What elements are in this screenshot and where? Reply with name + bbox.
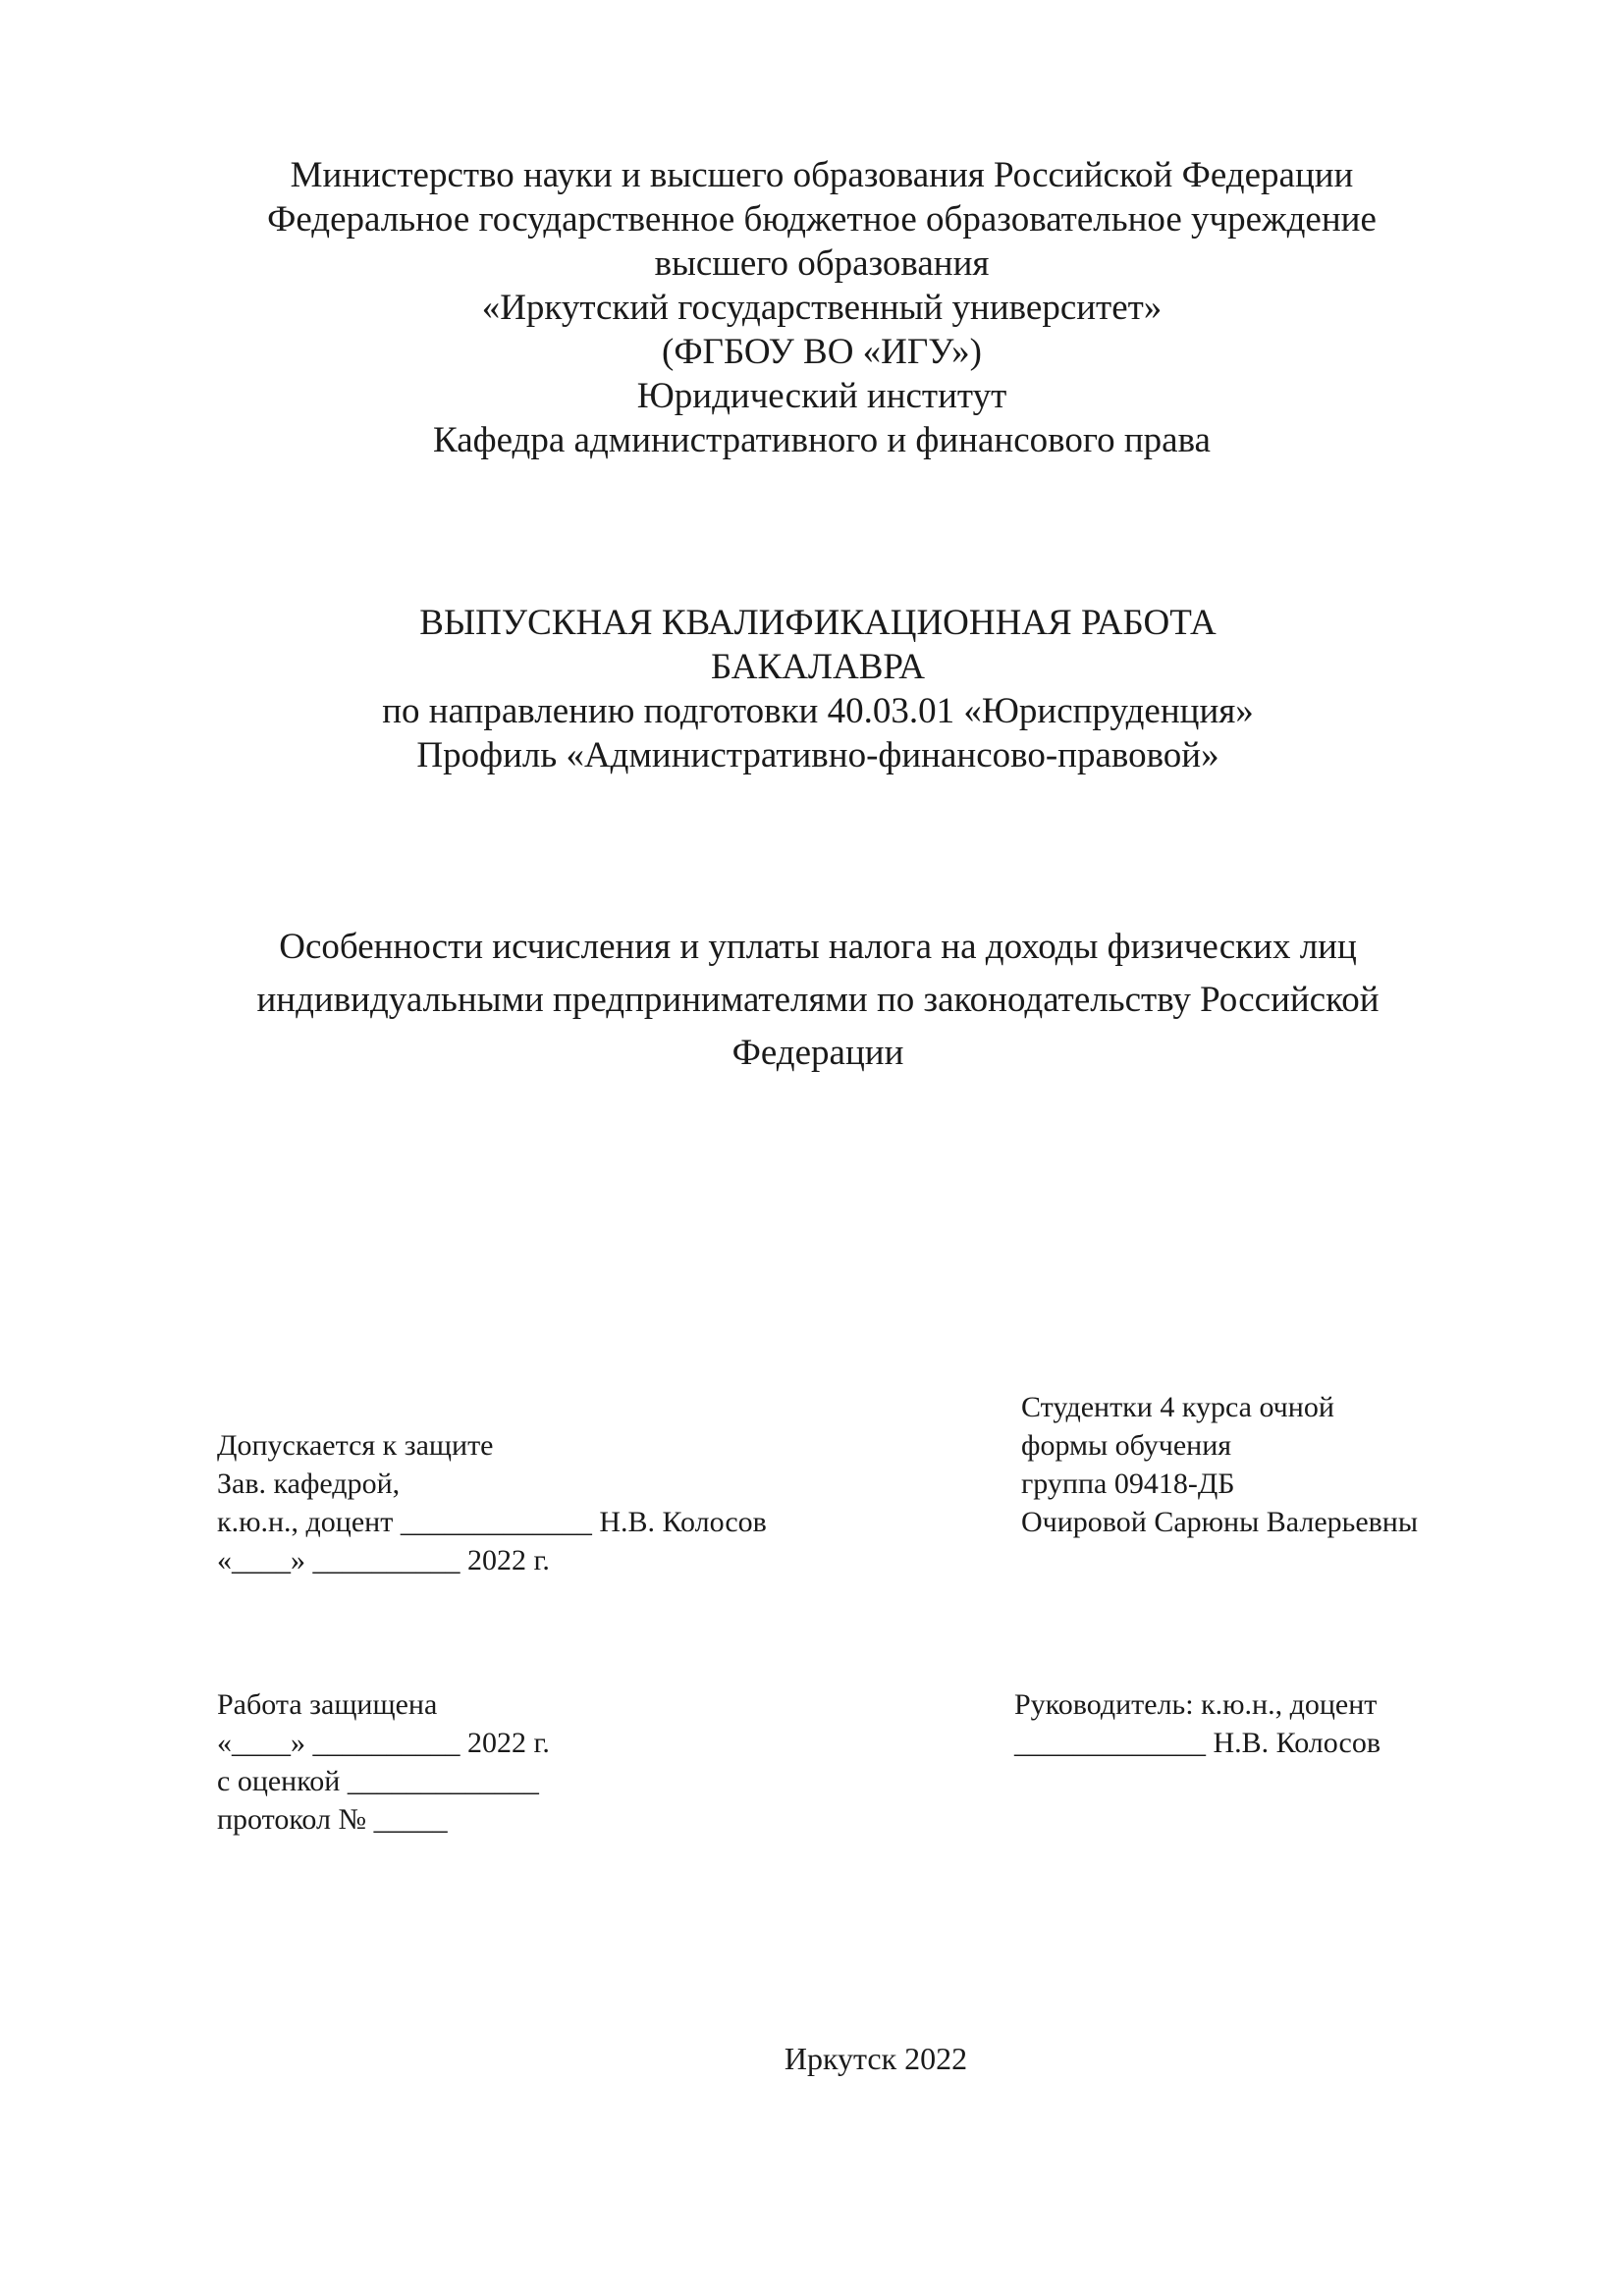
supervisor-block xyxy=(1014,1685,1380,1762)
admission-line-1: Допускается к защите xyxy=(217,1429,494,1462)
institute-line: Юридический институт xyxy=(636,376,1007,416)
thesis-type-block xyxy=(0,601,1624,777)
title-line-2: индивидуальными предпринимателями по законодательству Российской xyxy=(256,980,1380,1020)
defense-result-block xyxy=(217,1685,550,1839)
admission-line-3: к.ю.н., доцент _____________ Н.В. Колосов xyxy=(217,1506,767,1538)
thesis-type-line: ВЫПУСКНАЯ КВАЛИФИКАЦИОННАЯ РАБОТА xyxy=(419,603,1217,643)
department-line: Кафедра административного и финансового права xyxy=(433,420,1211,460)
city-year-footer xyxy=(0,2039,1624,2078)
title-line-1: Особенности исчисления и уплаты налога на доходы физических лиц xyxy=(279,927,1357,967)
student-block xyxy=(1021,1388,1418,1541)
institution-type-line: Федеральное государственное бюджетное образовательное учреждение xyxy=(267,199,1377,240)
student-line-3: группа 09418-ДБ xyxy=(1021,1468,1235,1500)
supervisor-line-2: _____________ Н.В. Колосов xyxy=(1014,1727,1380,1759)
student-line-4: Очировой Сарюны Валерьевны xyxy=(1021,1506,1419,1538)
profile-line: Профиль «Административно-финансово-правовой» xyxy=(416,735,1219,775)
defended-line-4: протокол № _____ xyxy=(217,1803,448,1836)
thesis-title xyxy=(0,921,1624,1080)
defended-line-3: с оценкой _____________ xyxy=(217,1765,539,1797)
education-level-line: высшего образования xyxy=(654,243,990,284)
defended-line-1: Работа защищена xyxy=(217,1688,438,1721)
institution-header xyxy=(0,153,1624,462)
student-line-2: формы обучения xyxy=(1021,1429,1232,1462)
defended-line-2: «____» __________ 2022 г. xyxy=(217,1727,550,1759)
program-line: по направлению подготовки 40.03.01 «Юриспруденция» xyxy=(382,691,1254,731)
title-line-3: Федерации xyxy=(731,1033,904,1073)
admission-block xyxy=(217,1426,767,1579)
supervisor-line-1: Руководитель: к.ю.н., доцент xyxy=(1014,1688,1378,1721)
city-year: Иркутск 2022 xyxy=(784,2041,968,2076)
ministry-line: Министерство науки и высшего образования Российской Федерации xyxy=(290,155,1354,195)
degree-line: БАКАЛАВРА xyxy=(711,647,925,687)
admission-line-2: Зав. кафедрой, xyxy=(217,1468,401,1500)
admission-line-4: «____» __________ 2022 г. xyxy=(217,1544,550,1576)
student-line-1: Студентки 4 курса очной xyxy=(1021,1391,1334,1423)
university-abbr-line: (ФГБОУ ВО «ИГУ») xyxy=(662,332,982,372)
university-name-line: «Иркутский государственный университет» xyxy=(481,288,1163,328)
